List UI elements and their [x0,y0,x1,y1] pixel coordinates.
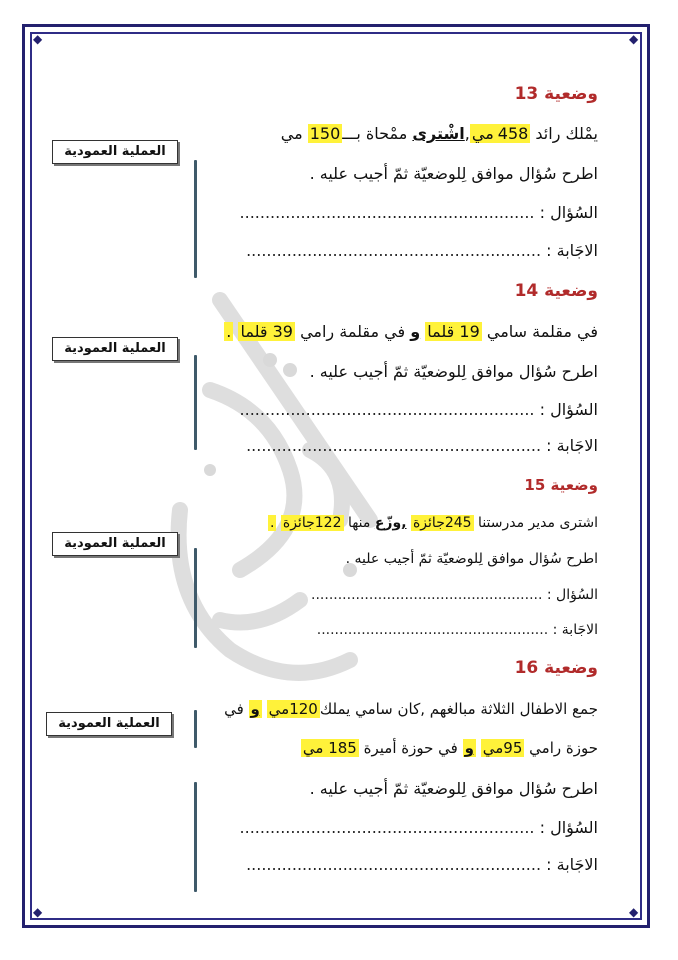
vertical-operation-box: العملية العمودية [52,140,178,164]
answer-dots: .......................................................... [246,855,542,874]
text: في مقلمة رامي [300,322,406,341]
corner-ornament: ◆ [33,32,43,46]
text: في حوزة أميرة [363,739,458,757]
number-highlight: 19 قلما [427,322,480,341]
number-highlight: 122جائزة [282,515,342,531]
text: في [224,700,244,718]
text: حوزة رامي [529,739,598,757]
corner-ornament: ◆ [629,905,639,919]
conjunction-underlined: و [250,700,260,718]
answer-dots: .................................................... [311,587,543,603]
separator-bar [194,548,197,648]
comma: , [464,124,470,143]
section-16-statement-line2 [301,739,598,757]
question-label: السُؤال : [546,587,598,603]
number-highlight: 120مي [268,700,318,718]
answer-line [317,622,598,638]
answer-dots: .......................................................... [246,241,542,260]
vertical-operation-box: العملية العمودية [52,337,178,361]
section-15-statement [268,515,598,531]
number-highlight: 95مي [482,739,523,757]
verb-underlined: اشْترى [412,124,465,143]
answer-dots: .......................................................... [239,400,535,419]
corner-ornament: ◆ [629,32,639,46]
answer-line [246,855,598,874]
question-label: السُؤال : [539,203,598,222]
vertical-operation-box: العملية العمودية [52,532,178,556]
text: يمْلك رائد [535,124,598,143]
question-label: السُؤال : [539,400,598,419]
instruction: اطرح سُؤال موافق لِلوضعيّة ثمّ أجيب عليه . [309,779,598,798]
answer-line [246,241,598,260]
section-16-title: وضعية 16 [514,658,598,678]
separator-bar [194,355,197,450]
answer-dots: .......................................................... [239,203,535,222]
separator-bar [194,160,197,278]
instruction: اطرح سُؤال موافق لِلوضعيّة ثمّ أجيب عليه . [345,551,598,567]
text: ممْحاة بـــ [342,124,408,143]
period: . [269,515,275,531]
comma: , [401,515,407,531]
question-label: السُؤال : [539,818,598,837]
answer-dots: .......................................................... [246,436,542,455]
section-13-title: وضعية 13 [514,84,598,104]
text: اشترى مدير مدرستنا [478,515,598,531]
unit-highlight: مي [471,124,494,143]
text: منها [347,515,371,531]
answer-label: الاجَابة : [546,436,598,455]
text: في مقلمة سامي [486,322,598,341]
answer-label: الاجَابة : [552,622,598,638]
section-15-title: وضعية 15 [524,476,598,494]
question-line [240,400,598,419]
instruction: اطرح سُؤال موافق لِلوضعيّة ثمّ أجيب عليه . [309,362,598,381]
number-highlight: 245جائزة [412,515,472,531]
period: . [226,322,232,341]
question-line [240,818,598,837]
question-line [240,203,598,222]
separator-bar [194,710,197,748]
answer-dots: .......................................................... [239,818,535,837]
separator-bar [194,782,197,892]
number-highlight: 150 [309,124,341,143]
answer-line [246,436,598,455]
section-14-statement [224,322,598,341]
conjunction-underlined: و [464,739,474,757]
verb-underlined: وزّع [374,515,402,531]
number-highlight: 39 قلما [240,322,293,341]
answer-dots: .................................................... [316,622,549,638]
section-14-title: وضعية 14 [514,281,598,301]
text: جمع الاطفال الثلاثة مبالغهم ,كان سامي يملك [319,700,598,718]
answer-label: الاجَابة : [546,855,598,874]
section-13-statement [281,124,598,143]
answer-label: الاجَابة : [546,241,598,260]
instruction: اطرح سُؤال موافق لِلوضعيّة ثمّ أجيب عليه . [309,164,598,183]
conjunction-underlined: و [410,322,421,341]
number-highlight: 458 [497,124,529,143]
section-16-statement-line1 [224,700,598,718]
unit: مي [280,124,303,143]
question-line [311,587,598,603]
vertical-operation-box: العملية العمودية [46,712,172,736]
number-highlight: 185 مي [302,739,357,757]
corner-ornament: ◆ [33,905,43,919]
